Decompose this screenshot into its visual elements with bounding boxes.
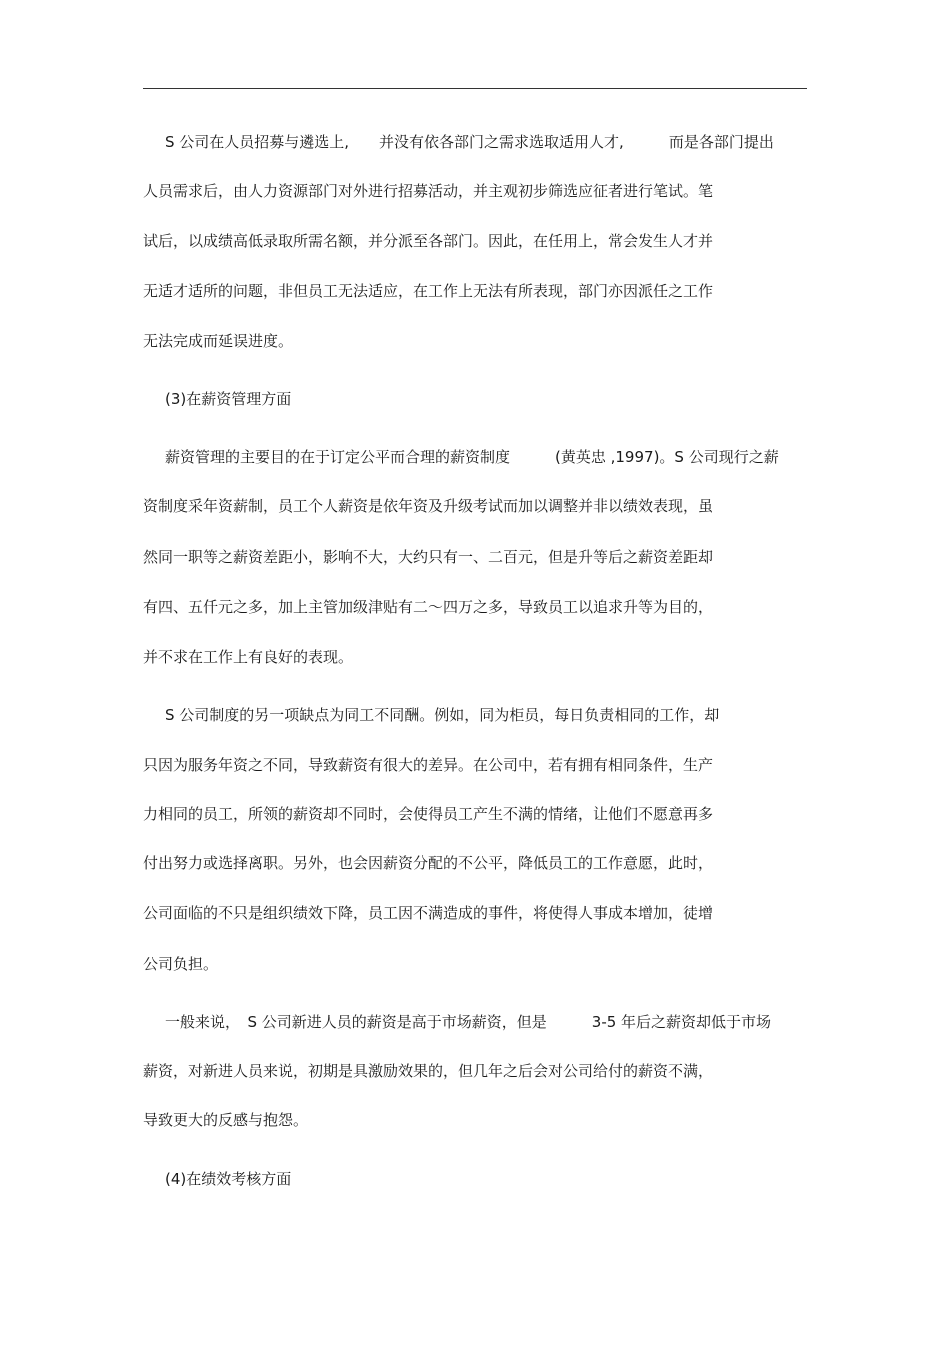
paragraph-2-line-2: 资制度采年资薪制，员工个人薪资是依年资及升级考试而加以调整并非以绩效表现，虽: [143, 497, 714, 515]
paragraph-2-line-1: 薪资管理的主要目的在于订定公平而合理的薪资制度 (黄英忠 ,1997)。S 公司现行之薪: [165, 448, 779, 466]
paragraph-3-line-4: 付出努力或选择离职。另外，也会因薪资分配的不公平，降低员工的工作意愿，此时，: [143, 854, 714, 872]
paragraph-4-line-2: 薪资，对新进人员来说，初期是具激励效果的，但几年之后会对公司给付的薪资不满，: [143, 1062, 714, 1080]
paragraph-3-line-6: 公司负担。: [143, 955, 219, 973]
paragraph-1-line-2: 人员需求后，由人力资源部门对外进行招募活动，并主观初步筛选应征者进行笔试。笔: [143, 182, 714, 200]
paragraph-2-line-4: 有四、五仟元之多，加上主管加级津贴有二～四万之多，导致员工以追求升等为目的，: [143, 598, 714, 616]
paragraph-3-line-5: 公司面临的不只是组织绩效下降，员工因不满造成的事件，将使得人事成本增加，徒增: [143, 904, 714, 922]
paragraph-3-line-3: 力相同的员工，所领的薪资却不同时，会使得员工产生不满的情绪，让他们不愿意再多: [143, 805, 714, 823]
paragraph-3-line-1: S 公司制度的另一项缺点为同工不同酬。例如，同为柜员，每日负责相同的工作，却: [165, 706, 720, 724]
paragraph-1-line-1: S 公司在人员招募与遴选上, 并没有依各部门之需求选取适用人才, 而是各部门提出: [165, 133, 774, 151]
paragraph-4-line-3: 导致更大的反感与抱怨。: [143, 1111, 309, 1129]
paragraph-4-line-1: 一般来说， S 公司新进人员的薪资是高于市场薪资，但是 3-5 年后之薪资却低于市场: [165, 1013, 772, 1031]
paragraph-2-line-5: 并不求在工作上有良好的表现。: [143, 648, 354, 666]
paragraph-2-line-3: 然同一职等之薪资差距小，影响不大，大约只有一、二百元，但是升等后之薪资差距却: [143, 548, 714, 566]
paragraph-1-line-3: 试后，以成绩高低录取所需名额，并分派至各部门。因此，在任用上，常会发生人才并: [143, 232, 714, 250]
paragraph-1-line-5: 无法完成而延误进度。: [143, 332, 294, 350]
paragraph-1-line-4: 无适才适所的问题，非但员工无法适应，在工作上无法有所表现，部门亦因派任之工作: [143, 282, 714, 300]
section-heading-performance: (4)在绩效考核方面: [165, 1170, 292, 1188]
section-heading-salary: (3)在薪资管理方面: [165, 390, 292, 408]
header-rule: [143, 88, 807, 89]
paragraph-3-line-2: 只因为服务年资之不同，导致薪资有很大的差异。在公司中，若有拥有相同条件，生产: [143, 756, 714, 774]
